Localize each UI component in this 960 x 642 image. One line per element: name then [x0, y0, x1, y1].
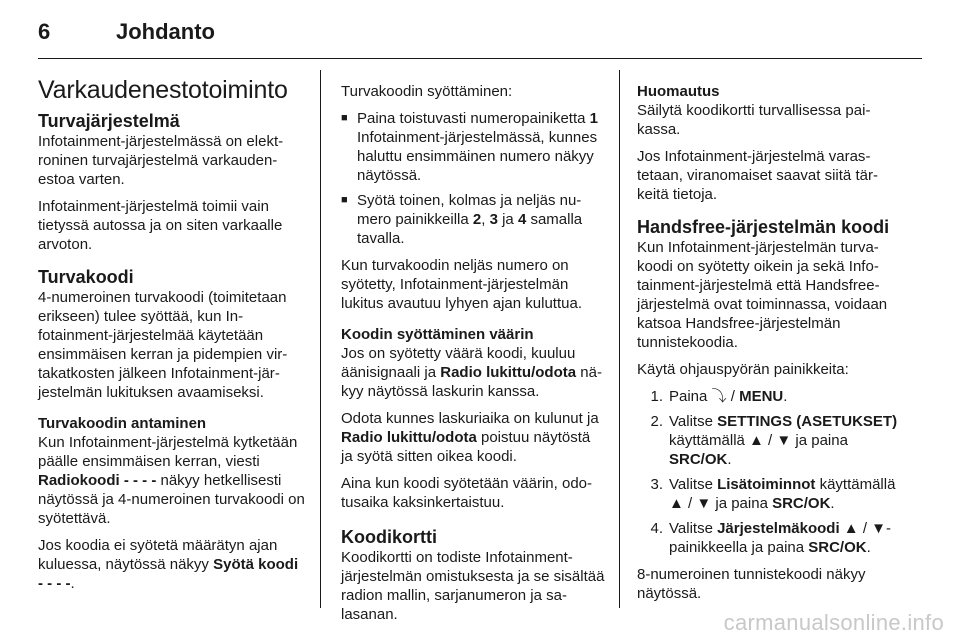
note-paragraph: Säilytä koodikortti turvallisessa paikassa.	[637, 102, 871, 138]
paragraph: Infotainment-järjestelmä toimii vain tietyssä autossa ja on siten varkaalle arvoton.	[38, 198, 283, 253]
numbered-list	[637, 387, 903, 557]
heading-code-card: Koodikortti	[341, 527, 437, 547]
heading-wrong-code: Koodin syöttäminen väärin	[341, 326, 534, 343]
column-divider-2	[619, 70, 620, 608]
display-text: Radiokoodi - - - -	[38, 472, 157, 489]
phone-button-icon: ⤵	[711, 388, 727, 405]
heading-handsfree-code: Handsfree-järjestelmän koodi	[637, 217, 890, 237]
paragraph: Infotainment-järjestelmässä on elektroninen turvajärjestelmä varkaudenestoa varten.	[38, 133, 284, 188]
paragraph: Jos on syötetty väärä koodi, kuuluu äänisignaali ja Radio lukittu/odota näkyy näytössä laskurin kanssa.	[341, 345, 602, 400]
heading-security-system: Turvajärjestelmä	[38, 111, 180, 131]
column-3	[637, 82, 903, 611]
bullet-list	[341, 109, 605, 248]
paragraph: 8-numeroinen tunnistekoodi näkyy näytössä.	[637, 566, 866, 602]
page-header	[38, 14, 215, 50]
header-rule	[38, 58, 922, 59]
paragraph: Kun Infotainment-järjestelmä kytketään päälle ensimmäisen kerran, viesti Radiokoodi - - - - näkyy hetkellisesti näytössä ja 4-numeroinen turvakoodi on syötettävä.	[38, 434, 305, 527]
column-1	[38, 110, 306, 601]
column-2	[341, 82, 605, 632]
chapter-title: Johdanto	[116, 19, 215, 44]
paragraph: Odota kunnes laskuriaika on kulunut ja Radio lukittu/odota poistuu näytöstä ja syötä sitten oikea koodi.	[341, 410, 599, 465]
paragraph: Kun turvakoodin neljäs numero on syötetty, Infotainment-järjestelmän lukitus avautuu lyhyen ajan kuluttua.	[341, 257, 582, 312]
paragraph: Koodikortti on todiste Infotainment-järjestelmän omistuksesta ja se sisältää radion mallin, sarjanumeron ja salasanan.	[341, 549, 605, 623]
list-item: 4. Valitse Järjestelmäkoodi ▲ / ▼-painikkeella ja paina SRC/OK.	[650, 520, 891, 556]
heading-entering-code: Turvakoodin antaminen	[38, 415, 207, 432]
paragraph: Turvakoodin syöttäminen:	[341, 83, 513, 100]
page-title: Varkaudenestotoiminto	[38, 76, 288, 104]
watermark: carmanualsonline.info	[723, 610, 944, 635]
paragraph: Kun Infotainment-järjestelmän turvakoodi on syötetty oikein ja sekä Infotainment-järjestelmä että Handsfree-järjestelmä ovat toiminnassa, voidaan katsoa Handsfree-järjestelmän tunnistekoodia.	[637, 239, 888, 351]
heading-security-code: Turvakoodi	[38, 267, 134, 287]
paragraph: Aina kun koodi syötetään väärin, odotusaika kaksinkertaistuu.	[341, 475, 592, 511]
page-number: 6	[38, 19, 51, 44]
display-text: Radio lukittu/odota	[440, 364, 577, 381]
paragraph: Jos koodia ei syötetä määrätyn ajan kuluessa, näytössä näkyy Syötä koodi - - - -.	[38, 537, 299, 592]
list-item: 1. Paina ⤵ / MENU.	[650, 388, 788, 405]
column-divider-1	[320, 70, 321, 608]
list-item: ■ Syötä toinen, kolmas ja neljäs numero painikkeilla 2, 3 ja 4 samalla tavalla.	[341, 191, 605, 248]
display-text: Syötä koodi - - - -	[38, 556, 299, 592]
list-item: 2. Valitse SETTINGS (ASETUKSET) käyttämällä ▲ / ▼ ja paina SRC/OK.	[650, 413, 898, 468]
paragraph: Käytä ohjauspyörän painikkeita:	[637, 361, 849, 378]
display-text: Radio lukittu/odota	[341, 429, 477, 446]
paragraph: 4-numeroinen turvakoodi (toimitetaan erikseen) tulee syöttää, kun Infotainment-järjestelmää käytetään ensimmäisen kerran ja pidempien virtakatkosten jälkeen Infotainment-järjestelmän lukituksen avaamiseksi.	[38, 289, 288, 401]
note-title: Huomautus	[637, 83, 720, 100]
list-item: 3. Valitse Lisätoiminnot käyttämällä ▲ / ▼ ja paina SRC/OK.	[650, 476, 896, 512]
list-item: ■ Paina toistuvasti numeropainiketta 1 Infotainment-järjestelmässä, kunnes haluttu ensimmäinen numero näkyy näytössä.	[341, 109, 605, 185]
note-paragraph: Jos Infotainment-järjestelmä varastetaan, viranomaiset saavat siitä tärkeitä tietoja.	[637, 148, 878, 203]
